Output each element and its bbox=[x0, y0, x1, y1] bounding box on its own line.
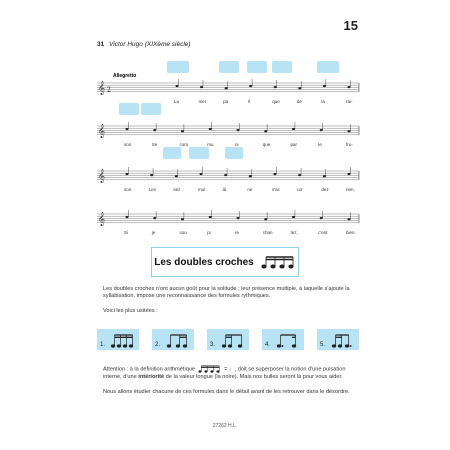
note-head bbox=[274, 173, 277, 175]
lyric-syllable: moi bbox=[198, 187, 206, 192]
note-head bbox=[237, 217, 240, 219]
four-sixteenth-notes-icon bbox=[260, 255, 296, 269]
lyric-syllable: Les bbox=[148, 187, 156, 192]
staff-1 bbox=[97, 61, 359, 104]
note-head bbox=[274, 86, 277, 88]
lyric-syllable: son bbox=[124, 142, 132, 147]
rhythm-formulas bbox=[97, 329, 359, 352]
treble-clef-icon: 𝄞 bbox=[98, 80, 106, 95]
lyric-syllable: Si bbox=[124, 230, 129, 235]
staff-3 bbox=[97, 147, 359, 192]
paragraph-intro: Les doubles croches n'ont aucun goût pour la solitude ; leur présence multiple, à laquelle s'ajoute la syllabisation, impose une reconnaissance des formules rythmiques. bbox=[103, 286, 350, 300]
note-head bbox=[298, 174, 301, 176]
note-head bbox=[348, 218, 351, 220]
note-head bbox=[225, 87, 228, 89]
attention-keyword: intériorité bbox=[138, 373, 165, 380]
note-head bbox=[126, 173, 129, 175]
paragraph-attention bbox=[103, 365, 358, 381]
note-head bbox=[209, 216, 212, 218]
note-head bbox=[175, 175, 178, 177]
staff-2 bbox=[97, 103, 359, 147]
note-head bbox=[176, 85, 179, 87]
lyric-syllable: ne bbox=[247, 187, 253, 192]
paragraph-list-intro: Voici les plus usitées : bbox=[103, 308, 158, 314]
lyric-syllable: que bbox=[262, 142, 271, 147]
lyric-syllable: rai- bbox=[346, 99, 353, 104]
note-head bbox=[348, 86, 351, 88]
formula-3 bbox=[207, 329, 249, 350]
note-head bbox=[237, 129, 240, 131]
lyric-syllable: fru- bbox=[346, 142, 353, 147]
footer-code: 27262 H.L. bbox=[212, 423, 238, 429]
note-head bbox=[292, 128, 295, 130]
pulse-bubble bbox=[163, 147, 181, 159]
lyric-syllable: re bbox=[235, 230, 240, 235]
formula-label: 5. bbox=[320, 342, 326, 348]
note-head bbox=[181, 130, 184, 132]
treble-clef-icon: 𝄞 bbox=[98, 123, 106, 138]
pulse-bubble bbox=[189, 147, 209, 159]
note-head bbox=[292, 216, 295, 218]
lyric-syllable: rien, bbox=[346, 187, 355, 192]
note-head bbox=[348, 130, 351, 132]
lyric-syllable: s'ac bbox=[272, 187, 280, 192]
rhythm-icon bbox=[164, 331, 192, 349]
attention-text-middle: , doit se superposer la notion d'une pulsation interne, d'une bbox=[103, 366, 346, 380]
exercise-number: 31 bbox=[97, 41, 105, 48]
paragraph-study: Nous allons étudier chacune de ces formules dans le détail avant de les retrouver dans le désordre. bbox=[103, 389, 350, 395]
formula-label: 4. bbox=[265, 342, 271, 348]
formula-label: 2. bbox=[155, 342, 161, 348]
formula-2 bbox=[152, 329, 194, 350]
pulse-bubble bbox=[247, 61, 267, 73]
formula-4 bbox=[262, 329, 304, 350]
note-head bbox=[153, 129, 156, 131]
note-head bbox=[323, 85, 326, 87]
rhythm-icon bbox=[329, 331, 357, 349]
note-head bbox=[181, 218, 184, 220]
note-head bbox=[264, 130, 267, 132]
note-head bbox=[323, 175, 326, 177]
pulse-bubble bbox=[317, 61, 339, 73]
exercise-header bbox=[97, 41, 191, 48]
note-head bbox=[126, 216, 129, 218]
lyric-syllable: bien. bbox=[346, 230, 356, 235]
formula-label: 1. bbox=[100, 342, 106, 348]
note-head bbox=[298, 87, 301, 89]
lyric-syllable: là bbox=[222, 187, 227, 192]
lyric-syllable: com bbox=[179, 142, 189, 147]
note-head bbox=[264, 218, 267, 220]
note-head bbox=[209, 128, 212, 130]
lyric-syllable: le bbox=[318, 142, 322, 147]
note-head bbox=[249, 175, 252, 177]
lyric-syllable: dez bbox=[321, 187, 329, 192]
lyric-syllable: chan bbox=[262, 230, 273, 235]
page-number: 15 bbox=[343, 18, 358, 33]
lyric-syllable: sou bbox=[179, 230, 187, 235]
note-head bbox=[348, 173, 351, 175]
note-head bbox=[200, 86, 203, 88]
music-score bbox=[97, 55, 359, 245]
pulse-bubble bbox=[167, 61, 189, 73]
pulse-bubble bbox=[272, 61, 292, 73]
lyric-syllable: Se bbox=[151, 142, 158, 147]
formula-1 bbox=[97, 329, 139, 350]
lyric-syllable: pa bbox=[223, 99, 229, 104]
treble-clef-icon: 𝄞 bbox=[98, 211, 106, 226]
pulse-bubble bbox=[225, 147, 243, 159]
exercise-author: Victor Hugo (XIXème siècle) bbox=[109, 41, 191, 48]
attention-text-start: Attention : à la définition arithmétique bbox=[103, 366, 196, 373]
pulse-bubble bbox=[141, 103, 161, 115]
lyric-syllable: je bbox=[151, 230, 156, 235]
section-title: Les doubles croches bbox=[154, 256, 254, 268]
treble-clef-icon: 𝄞 bbox=[98, 168, 106, 183]
section-title-box bbox=[151, 247, 299, 277]
note-head bbox=[249, 85, 252, 87]
rhythm-icon bbox=[109, 331, 137, 349]
note-head bbox=[200, 173, 203, 175]
lyric-syllable: sez bbox=[173, 187, 181, 192]
lyric-syllable: la bbox=[321, 99, 325, 104]
note-head bbox=[224, 174, 227, 176]
tempo-marking: Allegretto bbox=[113, 73, 137, 79]
lyric-syllable: cor bbox=[296, 187, 303, 192]
pulse-bubble bbox=[219, 61, 239, 73]
lyric-syllable: pi bbox=[207, 230, 211, 235]
rhythm-icon bbox=[219, 331, 247, 349]
formula-label: 3. bbox=[210, 342, 216, 348]
note-head bbox=[153, 217, 156, 219]
pulse-bubble bbox=[119, 103, 139, 115]
lyric-syllable: c'est bbox=[318, 230, 328, 235]
lyric-syllable: mer bbox=[198, 99, 207, 104]
lyric-syllable: de bbox=[296, 99, 302, 104]
time-signature: 2 bbox=[107, 86, 111, 94]
score-svg bbox=[97, 55, 359, 245]
attention-text-end: de la valeur longue (la noire). Mais nos bulles seront là pour vous aider. bbox=[165, 373, 343, 380]
staff-4 bbox=[97, 210, 359, 235]
lyric-syllable: mu bbox=[207, 142, 214, 147]
lyric-syllable: ni bbox=[235, 142, 239, 147]
lyric-syllable: tez, bbox=[290, 230, 298, 235]
lyric-syllable: que bbox=[272, 99, 280, 104]
note-head bbox=[126, 128, 129, 130]
note-head bbox=[320, 217, 323, 219]
note-head bbox=[320, 129, 323, 131]
lyric-syllable: La bbox=[174, 99, 180, 104]
equation-text: = ♩ bbox=[224, 366, 235, 373]
lyric-syllable: rl bbox=[247, 99, 251, 104]
rhythm-icon bbox=[274, 331, 302, 349]
lyric-syllable: son bbox=[124, 187, 132, 192]
formula-5 bbox=[317, 329, 359, 350]
note-head bbox=[150, 174, 153, 176]
lyric-syllable: par bbox=[290, 142, 298, 147]
inline-sixteenth-notes-icon bbox=[197, 365, 223, 373]
